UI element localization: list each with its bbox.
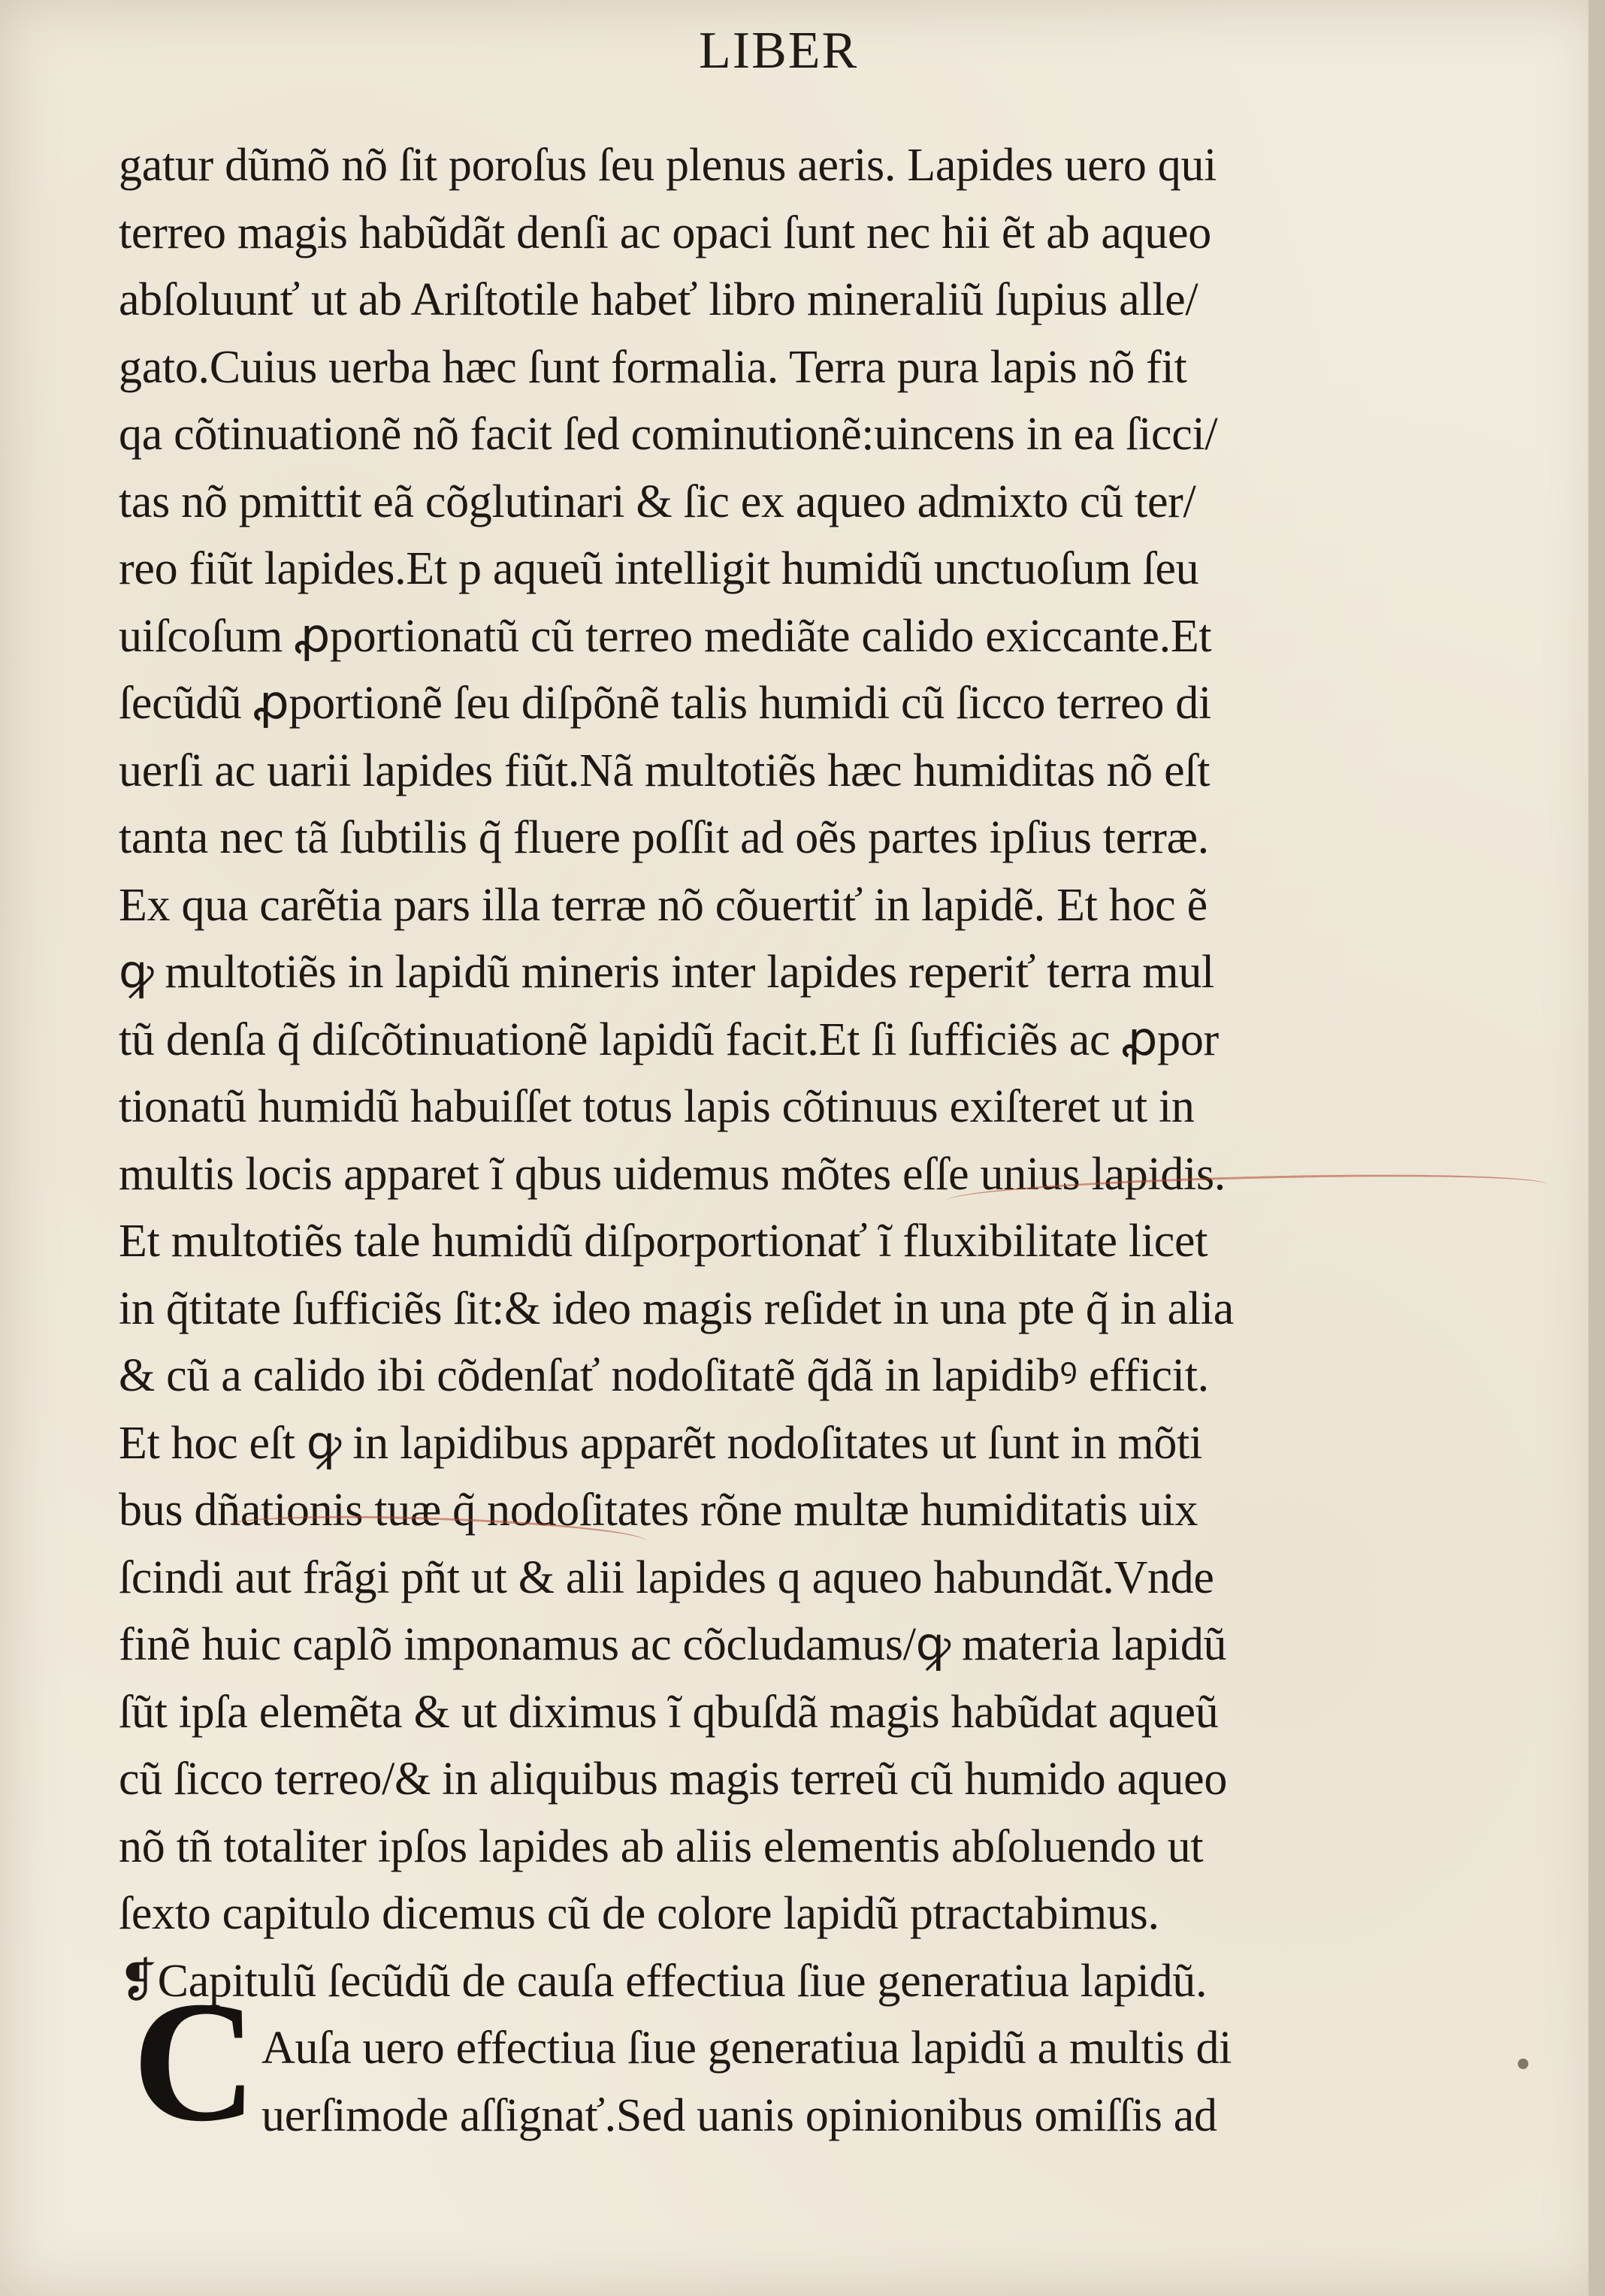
text-line-11: tanta nec tã ſubtilis q̃ fluere poſſit ad oẽs partes ipſius terræ. [119, 812, 1209, 863]
text-line-23: finẽ huic caplõ imponamus ac cõcludamus/ꝙ materia lapidũ [119, 1619, 1227, 1670]
text-line-21: bus dñationis tuæ q̃ nodoſitates rõne multæ humiditatis uix [119, 1485, 1198, 1536]
text-line-7: reo fiũt lapides.Et p aqueũ intelligit humidũ unctuoſum ſeu [119, 543, 1199, 594]
text-line-14: tũ denſa q̃ diſcõtinuationẽ lapidũ facit.Et ſi ſufficiẽs ac ꝓpor [119, 1014, 1219, 1065]
text-line-12: Ex qua carẽtia pars illa terræ nõ cõuertiť in lapidẽ. Et hoc ẽ [119, 879, 1208, 931]
text-line-6: tas nõ pmittit eã cõglutinari & ſic ex aqueo admixto cũ ter/ [119, 476, 1196, 527]
text-line-9: ſecũdũ ꝓportionẽ ſeu diſpõnẽ talis humidi cũ ſicco terreo di [119, 678, 1211, 729]
text-line-25: cũ ſicco terreo/& in aliquibus magis terreũ cũ humido aqueo [119, 1754, 1228, 1805]
text-line-16: multis locis apparet ĩ qbus uidemus mõtes eſſe unius lapidis. [119, 1148, 1226, 1200]
text-line-drop-2: uerſimode aſſignať.Sed uanis opinionibus omiſſis ad [261, 2089, 1217, 2141]
text-line-10: uerſi ac uarii lapides fiũt.Nã multotiẽs hæc humiditas nõ eſt [119, 745, 1211, 796]
text-line-20: Et hoc eſt ꝙ in lapidibus apparẽt nodoſitates ut ſunt in mõti [119, 1417, 1202, 1469]
text-line-8: uiſcoſum ꝓportionatũ cũ terreo mediãte calido exiccante.Et [119, 610, 1212, 662]
text-line-1: gatur dũmõ nõ ſit poroſus ſeu plenus aeris. Lapides uero qui [119, 140, 1217, 191]
text-line-24: ſũt ipſa elemẽta & ut diximus ĩ qbuſdã magis habũdat aqueũ [119, 1686, 1219, 1738]
text-line-19: & cũ a calido ibi cõdenſať nodoſitatẽ q̃dã in lapidibꝰ efficit. [119, 1350, 1209, 1401]
text-line-3: abſoluunť ut ab Ariſtotile habeť libro mineraliũ ſupius alle/ [119, 274, 1198, 325]
text-line-27: ſexto capitulo dicemus cũ de colore lapidũ ptractabimus. [119, 1888, 1159, 1939]
text-line-2: terreo magis habũdãt denſi ac opaci ſunt nec hii ẽt ab aqueo [119, 207, 1211, 258]
text-line-13: ꝙ multotiẽs in lapidũ mineris inter lapides reperiť terra mul [119, 947, 1214, 998]
text-line-5: qa cõtinuationẽ nõ facit ſed cominutionẽ:uincens in ea ſicci/ [119, 409, 1218, 460]
text-line-26: nõ tñ totaliter ipſos lapides ab aliis elementis abſoluendo ut [119, 1820, 1204, 1872]
text-line-15: tionatũ humidũ habuiſſet totus lapis cõtinuus exiſteret ut in [119, 1081, 1195, 1132]
text-line-22: ſcindi aut frãgi pñt ut & alii lapides q aqueo habundãt.Vnde [119, 1551, 1214, 1603]
text-line-drop-1: Auſa uero effectiua ſiue generatiua lapidũ a multis di [261, 2023, 1232, 2074]
drop-initial: C [132, 1965, 258, 2157]
chapter-heading: ❡Capitulũ ſecũdũ de cauſa effectiua ſiue generatiua lapidũ. [119, 1955, 1208, 2007]
page-edge [1588, 0, 1605, 2296]
text-block [119, 132, 1494, 2157]
ink-spot [1518, 2059, 1528, 2069]
text-line-18: in q̃titate ſufficiẽs ſit:& ideo magis reſidet in una pte q̃ in alia [119, 1282, 1234, 1334]
text-line-17: Et multotiẽs tale humidũ diſporportionať ĩ fluxibilitate licet [119, 1216, 1208, 1267]
text-line-4: gato.Cuius uerba hæc ſunt formalia. Terra pura lapis nõ fit [119, 341, 1187, 393]
running-head: LIBER [699, 22, 859, 80]
